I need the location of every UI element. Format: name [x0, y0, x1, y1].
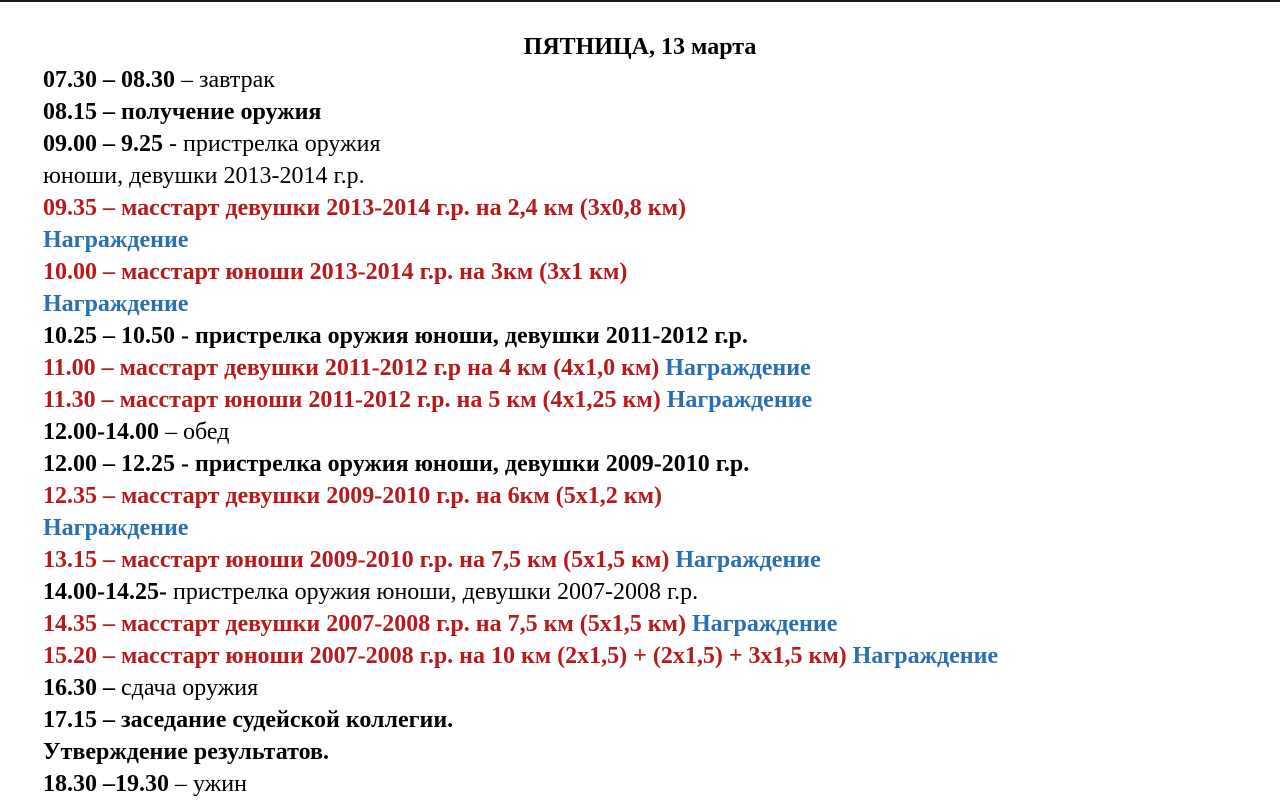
activity: – завтрак [175, 67, 275, 93]
activity: пристрелка оружия юноши, девушки 2007-2008 г.р. [166, 579, 699, 605]
schedule-line-zeroing: 12.00 – 12.25 - пристрелка оружия юноши, девушки 2009-2010 г.р. [43, 451, 750, 477]
time: 14.00-14.25- [43, 579, 167, 605]
race-text: 11.30 – масстарт юноши 2011-2012 г.р. на 5 км (4х1,25 км) [43, 387, 661, 413]
schedule-line-race: 12.35 – масстарт девушки 2009-2010 г.р. на 6км (5х1,2 км) [43, 483, 662, 509]
schedule-line-zeroing-groups: юноши, девушки 2013-2014 г.р. [43, 163, 365, 189]
race-text: 11.00 – масстарт девушки 2011-2012 г.р на 4 км (4х1,0 км) [43, 355, 660, 381]
race-text: 15.20 – масстарт юноши 2007-2008 г.р. на 10 км (2х1,5) + (2х1,5) + 3х1,5 км) [43, 643, 847, 669]
schedule-list [43, 64, 998, 800]
schedule-line-race-with-award [43, 640, 998, 672]
activity: - пристрелка оружия [163, 131, 381, 157]
race-text: 14.35 – масстарт девушки 2007-2008 г.р. на 7,5 км (5х1,5 км) [43, 611, 686, 637]
schedule-line-race: 10.00 – масстарт юноши 2013-2014 г.р. на 3км (3х1 км) [43, 259, 628, 285]
schedule-line-weapon-pickup: 08.15 – получение оружия [43, 99, 322, 125]
schedule-line-race: 09.35 – масстарт девушки 2013-2014 г.р. на 2,4 км (3х0,8 км) [43, 195, 686, 221]
schedule-line-judges-meeting: 17.15 – заседание судейской коллегии. [43, 707, 454, 733]
time: 18.30 –19.30 [43, 771, 169, 797]
activity: сдача оружия [115, 675, 259, 701]
award-text: Награждение [666, 387, 813, 413]
schedule-line-lunch [43, 416, 998, 448]
award-text: Награждение [665, 355, 811, 381]
schedule-line-weapon-return [43, 672, 998, 704]
time: 07.30 – 08.30 [43, 67, 175, 93]
schedule-line-award: Награждение [43, 291, 189, 317]
schedule-line-award: Награждение [43, 515, 189, 541]
award-text: Награждение [691, 611, 838, 637]
schedule-line-race-with-award [43, 352, 998, 384]
activity: – обед [159, 419, 230, 445]
schedule-line-zeroing [43, 128, 998, 160]
time: 16.30 – [43, 675, 115, 701]
schedule-line-race-with-award [43, 384, 998, 416]
schedule-line-race-with-award [43, 608, 998, 640]
award-text: Награждение [675, 547, 821, 573]
time: 09.00 – 9.25 [43, 131, 163, 157]
schedule-line-breakfast [43, 64, 998, 96]
time: 12.00-14.00 [43, 419, 159, 445]
activity: – ужин [169, 771, 247, 797]
schedule-line-zeroing: 10.25 – 10.50 - пристрелка оружия юноши, девушки 2011-2012 г.р. [43, 323, 748, 349]
schedule-line-race-with-award [43, 544, 998, 576]
schedule-line-results-approval: Утверждение результатов. [43, 739, 329, 765]
schedule-line-zeroing [43, 576, 998, 608]
race-text: 13.15 – масстарт юноши 2009-2010 г.р. на 7,5 км (5х1,5 км) [43, 547, 670, 573]
schedule-line-award: Награждение [43, 227, 189, 253]
award-text: Награждение [852, 643, 999, 669]
schedule-line-dinner [43, 768, 998, 800]
page-title: ПЯТНИЦА, 13 марта [523, 34, 757, 60]
top-border [0, 0, 1280, 2]
